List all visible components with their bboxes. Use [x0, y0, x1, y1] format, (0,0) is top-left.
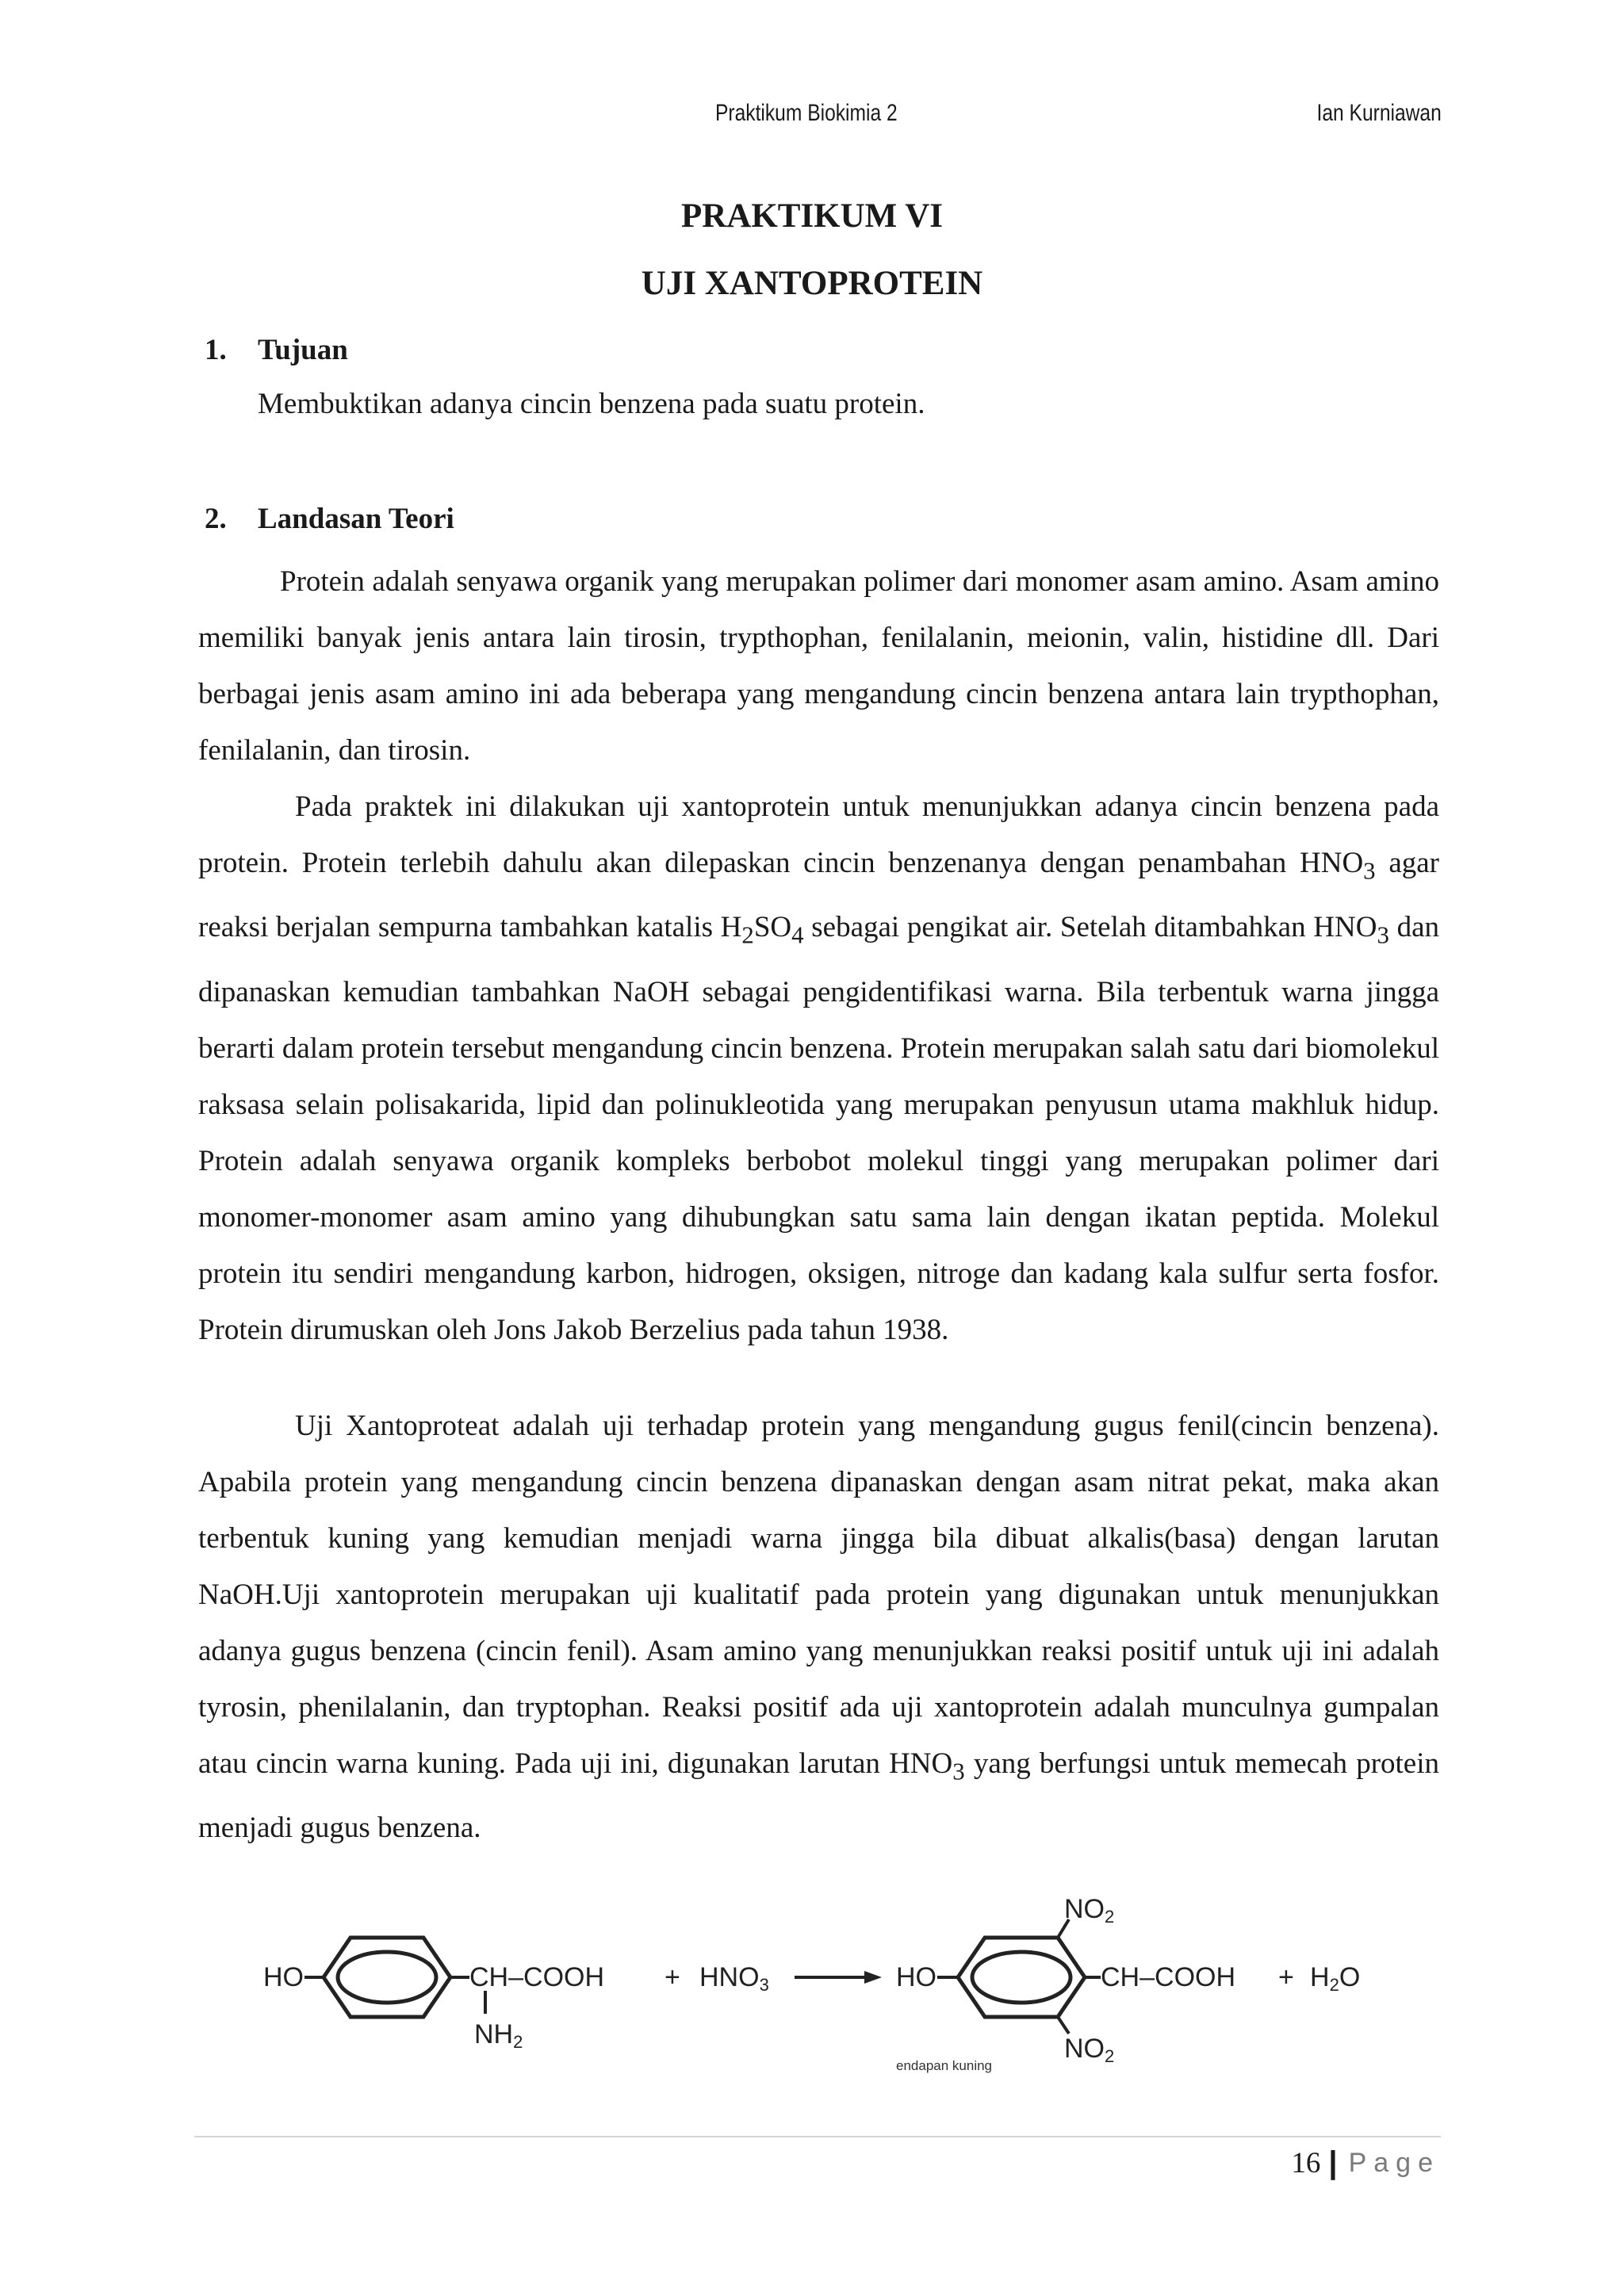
page-number: 16: [1291, 2147, 1321, 2179]
page-title: PRAKTIKUM VI: [680, 197, 944, 235]
header-course: Praktikum Biokimia 2: [715, 100, 898, 126]
reaction-no2-top: NO2: [1064, 1899, 1115, 1927]
benzene-ring-right: [958, 1938, 1085, 2017]
section-1-number: 1.: [205, 334, 227, 366]
reaction-water: H2O: [1310, 1962, 1361, 1995]
section-2-heading: Landasan Teori: [258, 503, 454, 535]
paragraph-2: Pada praktek ini dilakukan uji xantoprotein untuk menunjukkan adanya cincin benzena pada protein. Protein terlebih dahulu akan dilepaskan cincin benzenanya dengan penambahan $HNO_3$ agar reaksi berjalan sempurna tambahkan katalis $H_2SO_4$ sebagai pengikat air. Setelah ditambahkan $HNO_3$ dan dipanaskan kemudian tambahkan NaOH sebagai pengidentifikasi warna. Bila terbentuk warna jingga berarti dalam protein tersebut mengandung cincin benzena. Protein merupakan salah satu dari biomolekul raksasa selain polisakarida, lipid dan polinukleotida yang merupakan penyusun utama makhluk hidup. Protein adalah senyawa organik kompleks berbobot molekul tinggi yang merupakan polimer dari monomer-monomer asam amino yang dihubungkan satu sama lain dengan ikatan peptida. Molekul protein itu sendiri mengandung karbon, hidrogen, oksigen, nitroge dan kadang kala sulfur serta fosfor. Protein dirumuskan oleh Jons Jakob Berzelius pada tahun 1938.: [198, 790, 1440, 1346]
reaction-reagent: HNO3: [699, 1962, 769, 1995]
page-label: Page: [1348, 2148, 1440, 2178]
page-subtitle: UJI XANTOPROTEIN: [641, 265, 983, 302]
page-footer: [1291, 2145, 1440, 2181]
benzene-ring-left: [324, 1938, 450, 2017]
header-author: Ian Kurniawan: [1316, 100, 1442, 126]
reaction-ho-right: HO: [896, 1962, 936, 1992]
bond: [1058, 2017, 1069, 2034]
reaction-plus-1: +: [665, 1962, 680, 1992]
footer-divider: [194, 2136, 1441, 2137]
reaction-plus-2: +: [1278, 1962, 1294, 1992]
reaction-no2-bottom: NO2: [1064, 2034, 1115, 2066]
paragraph-1: Protein adalah senyawa organik yang merupakan polimer dari monomer asam amino. Asam amino memiliki banyak jenis antara lain tirosin, trypthophan, fenilalanin, meionin, valin, histidine dll. Dari berbagai jenis asam amino ini ada beberapa yang mengandung cincin benzena antara lain trypthophan, fenilalanin, dan tirosin.: [198, 565, 1439, 767]
reaction-chain-right: CH–COOH: [1101, 1962, 1236, 1992]
page-header: [0, 100, 1624, 140]
reaction-arrow-icon: [795, 1971, 882, 1984]
xanthoprotein-reaction-diagram: [262, 1899, 1388, 2093]
reaction-caption: endapan kuning: [896, 2058, 993, 2073]
paragraph-3: Uji Xantoproteat adalah uji terhadap protein yang mengandung gugus fenil(cincin benzena). Apabila protein yang mengandung cincin benzena dipanaskan dengan asam nitrat pekat, maka akan terbentuk kuning yang kemudian menjadi warna jingga bila dibuat alkalis(basa) dengan larutan NaOH.Uji xantoprotein merupakan uji kualitatif pada protein yang digunakan untuk menunjukkan adanya gugus benzena (cincin fenil). Asam amino yang menunjukkan reaksi positif untuk uji ini adalah tyrosin, phenilalanin, dan tryptophan. Reaksi positif ada uji xantoprotein adalah munculnya gumpalan atau cincin warna kuning. Pada uji ini, digunakan larutan $HNO_3$ yang berfungsi untuk memecah protein menjadi gugus benzena.: [198, 1410, 1440, 1845]
section-1-heading: Tujuan: [258, 334, 348, 366]
footer-separator: |: [1328, 2145, 1338, 2180]
reaction-nh2: NH2: [474, 2019, 523, 2052]
reaction-chain-left: CH–COOH: [469, 1962, 605, 1992]
section-2-number: 2.: [205, 503, 227, 535]
reaction-ho-left: HO: [263, 1962, 304, 1992]
section-1-text: Membuktikan adanya cincin benzena pada suatu protein.: [258, 388, 925, 420]
